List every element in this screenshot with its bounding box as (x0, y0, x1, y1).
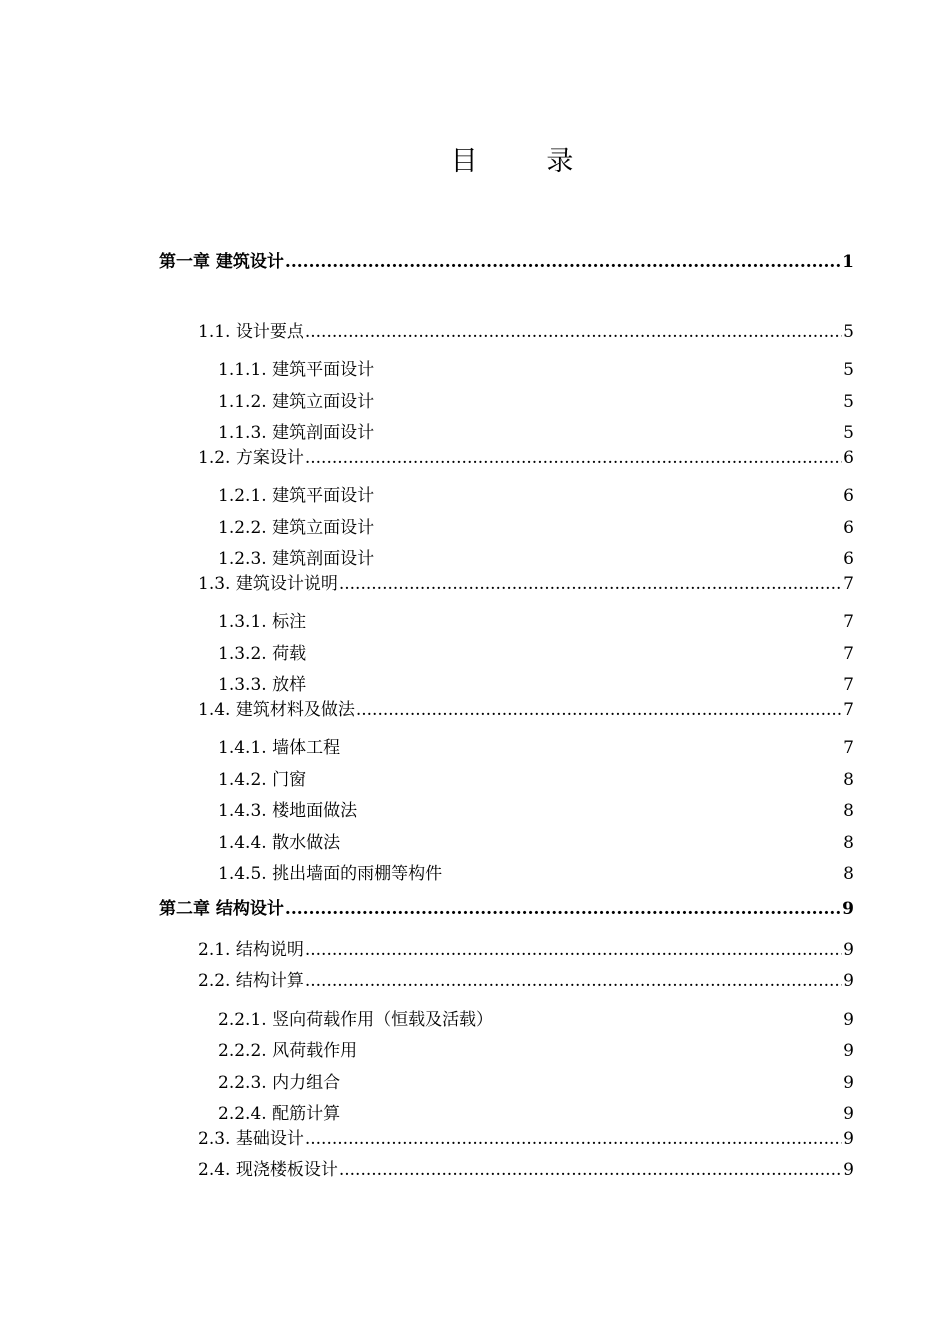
toc-subsection-entry[interactable] (218, 383, 854, 412)
toc-page-number: 7 (843, 644, 854, 664)
toc-entry-label: 1.1.1. 建筑平面设计 (218, 360, 375, 380)
toc-subsection-entry[interactable] (218, 351, 854, 380)
toc-dot-leader (285, 897, 841, 921)
toc-entry-label: 2.2.4. 配筋计算 (218, 1104, 341, 1124)
toc-entry-label: 1.4.4. 散水做法 (218, 833, 341, 853)
toc-entry-label: 1.1.3. 建筑剖面设计 (218, 423, 375, 443)
toc-entry-label: 1.2.1. 建筑平面设计 (218, 486, 375, 506)
toc-page-number: 6 (843, 518, 854, 538)
toc-entry-label: 1.4.1. 墙体工程 (218, 738, 341, 758)
toc-dot-leader (375, 414, 842, 438)
toc-entry-label: 1.4. 建筑材料及做法 (198, 700, 355, 720)
toc-entry-label: 第二章 结构设计 (159, 899, 284, 919)
toc-dot-leader (375, 540, 842, 564)
toc-dot-leader (358, 1032, 842, 1056)
toc-entry-label: 1.2.3. 建筑剖面设计 (218, 549, 375, 569)
toc-chapter-entry[interactable] (159, 897, 854, 921)
toc-dot-leader (494, 1001, 842, 1025)
toc-page-number: 7 (843, 574, 854, 594)
toc-entry-label: 1.1.2. 建筑立面设计 (218, 392, 375, 412)
toc-page-number: 9 (843, 1129, 854, 1149)
toc-page-number: 7 (843, 700, 854, 720)
toc-page-number: 8 (843, 770, 854, 790)
toc-entry-label: 1.1. 设计要点 (198, 322, 304, 342)
toc-entry-label: 1.4.2. 门窗 (218, 770, 307, 790)
toc-entry-label: 2.2.1. 竖向荷载作用（恒载及活载） (218, 1010, 494, 1030)
toc-subsection-entry[interactable] (218, 414, 854, 443)
toc-dot-leader (375, 383, 842, 407)
toc-dot-leader (305, 938, 842, 962)
toc-subsection-entry[interactable] (218, 792, 854, 821)
toc-dot-leader (307, 635, 842, 659)
toc-dot-leader (307, 666, 842, 690)
toc-entry-label: 1.3.3. 放样 (218, 675, 307, 695)
toc-section-entry[interactable] (198, 446, 854, 470)
toc-section-entry[interactable] (198, 969, 854, 993)
toc-subsection-entry[interactable] (218, 635, 854, 664)
toc-page-number: 9 (843, 1104, 854, 1124)
toc-page-number: 5 (843, 423, 854, 443)
toc-dot-leader (356, 698, 842, 722)
toc-subsection-entry[interactable] (218, 540, 854, 569)
toc-entry-label: 2.3. 基础设计 (198, 1129, 304, 1149)
toc-page-number: 5 (843, 360, 854, 380)
toc-page-number: 8 (843, 833, 854, 853)
toc-dot-leader (341, 1064, 842, 1088)
toc-section-entry[interactable] (198, 1127, 854, 1151)
toc-section-entry[interactable] (198, 572, 854, 596)
toc-chapter-entry[interactable] (159, 250, 854, 274)
toc-section-entry[interactable] (198, 938, 854, 962)
toc-page-number: 9 (843, 1010, 854, 1030)
toc-page-number: 6 (843, 486, 854, 506)
toc-page-number: 5 (843, 322, 854, 342)
toc-page-number: 7 (843, 675, 854, 695)
toc-entry-label: 1.2. 方案设计 (198, 448, 304, 468)
toc-subsection-entry[interactable] (218, 666, 854, 695)
toc-page-number: 5 (843, 392, 854, 412)
toc-page-number: 9 (843, 1041, 854, 1061)
toc-subsection-entry[interactable] (218, 1064, 854, 1093)
toc-page-number: 9 (843, 971, 854, 991)
toc-dot-leader (339, 1158, 842, 1182)
toc-entry-label: 1.3.1. 标注 (218, 612, 307, 632)
toc-entry-label: 1.3.2. 荷载 (218, 644, 307, 664)
toc-entry-label: 2.2.2. 风荷载作用 (218, 1041, 358, 1061)
toc-subsection-entry[interactable] (218, 824, 854, 853)
toc-subsection-entry[interactable] (218, 1095, 854, 1124)
toc-section-entry[interactable] (198, 1158, 854, 1182)
toc-dot-leader (339, 572, 842, 596)
toc-dot-leader (305, 1127, 842, 1151)
toc-dot-leader (341, 729, 842, 753)
toc-dot-leader (305, 446, 842, 470)
toc-page-number: 9 (842, 899, 854, 919)
toc-subsection-entry[interactable] (218, 761, 854, 790)
toc-page-number: 9 (843, 1160, 854, 1180)
toc-entry-label: 2.4. 现浇楼板设计 (198, 1160, 338, 1180)
toc-dot-leader (443, 855, 842, 879)
toc-entry-label: 2.2.3. 内力组合 (218, 1073, 341, 1093)
toc-dot-leader (307, 761, 842, 785)
toc-entry-label: 1.4.3. 楼地面做法 (218, 801, 358, 821)
toc-subsection-entry[interactable] (218, 729, 854, 758)
toc-section-entry[interactable] (198, 698, 854, 722)
toc-subsection-entry[interactable] (218, 855, 854, 884)
toc-dot-leader (375, 509, 842, 533)
toc-dot-leader (358, 792, 842, 816)
toc-dot-leader (341, 1095, 842, 1119)
toc-section-entry[interactable] (198, 320, 854, 344)
toc-page-number: 6 (843, 448, 854, 468)
toc-dot-leader (305, 320, 842, 344)
toc-page-number: 7 (843, 738, 854, 758)
toc-entry-label: 2.1. 结构说明 (198, 940, 304, 960)
toc-dot-leader (375, 351, 842, 375)
toc-page-number: 8 (843, 864, 854, 884)
toc-entry-label: 2.2. 结构计算 (198, 971, 304, 991)
toc-dot-leader (375, 477, 842, 501)
toc-subsection-entry[interactable] (218, 1032, 854, 1061)
toc-entry-label: 1.4.5. 挑出墙面的雨棚等构件 (218, 864, 443, 884)
toc-subsection-entry[interactable] (218, 603, 854, 632)
toc-subsection-entry[interactable] (218, 477, 854, 506)
toc-page-number: 7 (843, 612, 854, 632)
toc-page-number: 8 (843, 801, 854, 821)
toc-subsection-entry[interactable] (218, 509, 854, 538)
toc-dot-leader (305, 969, 842, 993)
toc-page-number: 1 (842, 252, 854, 272)
toc-entry-label: 1.2.2. 建筑立面设计 (218, 518, 375, 538)
toc-page-number: 6 (843, 549, 854, 569)
toc-page-number: 9 (843, 940, 854, 960)
toc-entry-label: 1.3. 建筑设计说明 (198, 574, 338, 594)
toc-entry-label: 第一章 建筑设计 (159, 252, 284, 272)
toc-subsection-entry[interactable] (218, 1001, 854, 1030)
toc-page-number: 9 (843, 1073, 854, 1093)
toc-dot-leader (341, 824, 842, 848)
toc-dot-leader (307, 603, 842, 627)
toc-dot-leader (285, 250, 841, 274)
page-title: 目 录 (450, 146, 574, 177)
